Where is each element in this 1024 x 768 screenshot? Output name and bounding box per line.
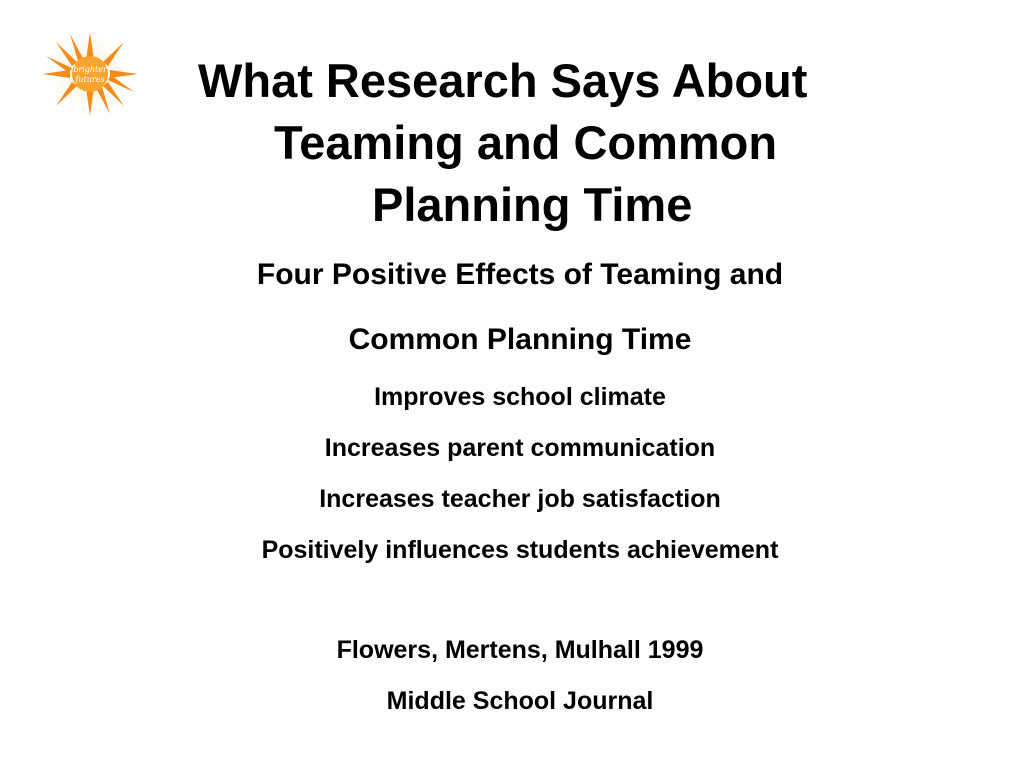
effect-item: Increases parent communication [324,434,716,462]
title-line-2: Teaming and Common [274,116,778,169]
subtitle-line-2: Common Planning Time [348,323,692,356]
effect-item: Positively influences students achievement [261,536,779,564]
sun-logo-icon [40,30,140,118]
title-line-3: Planning Time [372,178,693,231]
effect-item: Improves school climate [374,383,666,411]
effect-item: Increases teacher job satisfaction [319,485,721,513]
slide-title [190,50,910,236]
citation-journal: Middle School Journal [386,687,654,715]
title-line-1: What Research Says About [198,54,808,107]
citation-authors: Flowers, Mertens, Mulhall 1999 [336,636,704,664]
logo-text-line1: brighter [73,65,107,74]
effects-list [0,378,1024,582]
logo-text-line2: futures [75,75,105,84]
subtitle-line-1: Four Positive Effects of Teaming and [256,258,784,291]
